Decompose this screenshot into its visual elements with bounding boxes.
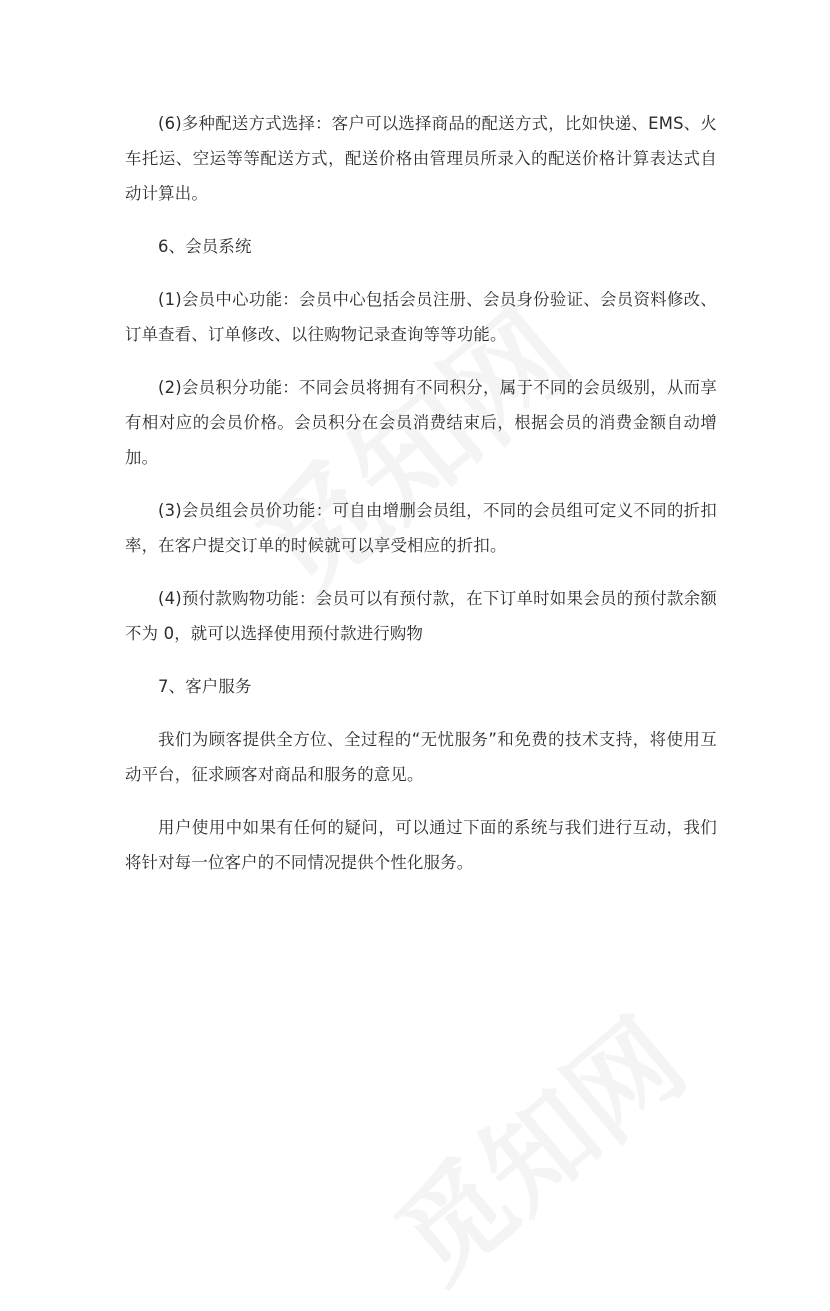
paragraph-user-interaction: 用户使用中如果有任何的疑问，可以通过下面的系统与我们进行互动，我们将针对每一位客户的不同情况提供个性化服务。 [125,818,717,872]
section-heading-customer-service: 7、客户服务 [158,677,252,696]
document-body [125,106,717,898]
paragraph-member-group-price: (3)会员组会员价功能：可自由增删会员组，不同的会员组可定义不同的折扣率，在客户提交订单的时候就可以享受相应的折扣。 [125,501,717,555]
paragraph-delivery-options: (6)多种配送方式选择：客户可以选择商品的配送方式，比如快递、EMS、火车托运、空运等等配送方式，配送价格由管理员所录入的配送价格计算表达式自动计算出。 [125,114,717,203]
section-heading-member-system: 6、会员系统 [158,237,252,256]
paragraph-member-center: (1)会员中心功能：会员中心包括会员注册、会员身份验证、会员资料修改、订单查看、订单修改、以往购物记录查询等等功能。 [125,290,717,344]
paragraph-member-points: (2)会员积分功能：不同会员将拥有不同积分，属于不同的会员级别，从而享有相对应的会员价格。会员积分在会员消费结束后，根据会员的消费金额自动增加。 [125,378,717,467]
paragraph-service-support: 我们为顾客提供全方位、全过程的“无忧服务”和免费的技术支持，将使用互动平台，征求顾客对商品和服务的意见。 [125,730,717,784]
watermark-bottom [358,977,712,1310]
paragraph-prepaid-shopping: (4)预付款购物功能：会员可以有预付款，在下订单时如果会员的预付款余额不为 0，就可以选择使用预付款进行购物 [125,589,717,643]
